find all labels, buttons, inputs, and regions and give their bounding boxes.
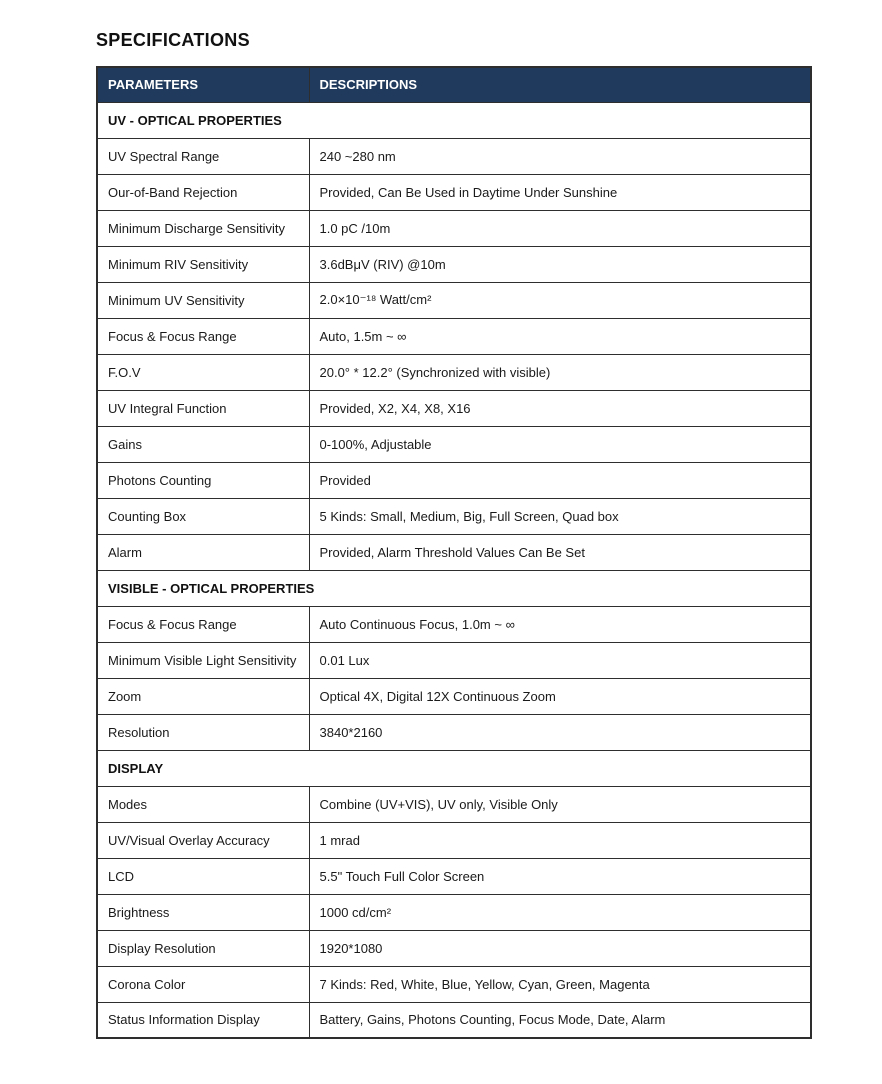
parameter-cell: F.O.V xyxy=(97,354,309,390)
description-cell: Auto Continuous Focus, 1.0m ~ ∞ xyxy=(309,606,811,642)
section-row xyxy=(97,102,811,138)
table-row xyxy=(97,246,811,282)
table-row xyxy=(97,714,811,750)
table-row xyxy=(97,606,811,642)
parameter-cell: Corona Color xyxy=(97,966,309,1002)
table-row xyxy=(97,138,811,174)
description-cell: 5.5" Touch Full Color Screen xyxy=(309,858,811,894)
description-cell: 7 Kinds: Red, White, Blue, Yellow, Cyan, Green, Magenta xyxy=(309,966,811,1002)
table-row xyxy=(97,786,811,822)
description-cell: 2.0×10⁻¹⁸ Watt/cm² xyxy=(309,282,811,318)
parameter-cell: Resolution xyxy=(97,714,309,750)
parameter-cell: UV Integral Function xyxy=(97,390,309,426)
description-cell: 0-100%, Adjustable xyxy=(309,426,811,462)
description-cell: 1920*1080 xyxy=(309,930,811,966)
parameter-cell: Our-of-Band Rejection xyxy=(97,174,309,210)
parameter-cell: Photons Counting xyxy=(97,462,309,498)
specifications-table xyxy=(96,66,812,1039)
description-cell: Optical 4X, Digital 12X Continuous Zoom xyxy=(309,678,811,714)
description-cell: 3.6dBμV (RIV) @10m xyxy=(309,246,811,282)
table-row xyxy=(97,498,811,534)
parameter-cell: Minimum RIV Sensitivity xyxy=(97,246,309,282)
description-cell: Battery, Gains, Photons Counting, Focus Mode, Date, Alarm xyxy=(309,1002,811,1038)
table-row xyxy=(97,678,811,714)
description-cell: 1 mrad xyxy=(309,822,811,858)
section-row xyxy=(97,570,811,606)
description-cell: 1.0 pC /10m xyxy=(309,210,811,246)
description-cell: Provided xyxy=(309,462,811,498)
parameter-cell: Minimum UV Sensitivity xyxy=(97,282,309,318)
parameter-cell: UV Spectral Range xyxy=(97,138,309,174)
table-row xyxy=(97,642,811,678)
parameter-cell: Minimum Discharge Sensitivity xyxy=(97,210,309,246)
parameter-cell: Focus & Focus Range xyxy=(97,318,309,354)
table-row xyxy=(97,462,811,498)
description-cell: Combine (UV+VIS), UV only, Visible Only xyxy=(309,786,811,822)
table-row xyxy=(97,354,811,390)
parameter-cell: Alarm xyxy=(97,534,309,570)
parameter-cell: Focus & Focus Range xyxy=(97,606,309,642)
table-row xyxy=(97,858,811,894)
column-header-descriptions: DESCRIPTIONS xyxy=(309,67,811,102)
parameter-cell: Brightness xyxy=(97,894,309,930)
section-label: DISPLAY xyxy=(97,750,811,786)
page-title: SPECIFICATIONS xyxy=(96,30,250,50)
table-row xyxy=(97,822,811,858)
parameter-cell: UV/Visual Overlay Accuracy xyxy=(97,822,309,858)
description-cell: 1000 cd/cm² xyxy=(309,894,811,930)
description-cell: 240 ~280 nm xyxy=(309,138,811,174)
parameter-cell: Display Resolution xyxy=(97,930,309,966)
description-cell: 20.0° * 12.2° (Synchronized with visible) xyxy=(309,354,811,390)
table-row xyxy=(97,894,811,930)
parameter-cell: Counting Box xyxy=(97,498,309,534)
section-row xyxy=(97,750,811,786)
table-row xyxy=(97,930,811,966)
description-cell: 5 Kinds: Small, Medium, Big, Full Screen, Quad box xyxy=(309,498,811,534)
table-row xyxy=(97,390,811,426)
description-cell: Provided, Alarm Threshold Values Can Be Set xyxy=(309,534,811,570)
section-label: VISIBLE - OPTICAL PROPERTIES xyxy=(97,570,811,606)
spec-table-body xyxy=(97,102,811,1038)
column-header-parameters: PARAMETERS xyxy=(97,67,309,102)
description-cell: Auto, 1.5m ~ ∞ xyxy=(309,318,811,354)
parameter-cell: LCD xyxy=(97,858,309,894)
table-row xyxy=(97,426,811,462)
description-cell: Provided, Can Be Used in Daytime Under Sunshine xyxy=(309,174,811,210)
table-row xyxy=(97,318,811,354)
table-row xyxy=(97,210,811,246)
table-row xyxy=(97,1002,811,1038)
table-row xyxy=(97,534,811,570)
parameter-cell: Minimum Visible Light Sensitivity xyxy=(97,642,309,678)
description-cell: 0.01 Lux xyxy=(309,642,811,678)
parameter-cell: Zoom xyxy=(97,678,309,714)
table-row xyxy=(97,174,811,210)
parameter-cell: Status Information Display xyxy=(97,1002,309,1038)
table-row xyxy=(97,966,811,1002)
table-row xyxy=(97,282,811,318)
parameter-cell: Modes xyxy=(97,786,309,822)
table-header-row xyxy=(97,67,811,102)
parameter-cell: Gains xyxy=(97,426,309,462)
section-label: UV - OPTICAL PROPERTIES xyxy=(97,102,811,138)
description-cell: Provided, X2, X4, X8, X16 xyxy=(309,390,811,426)
description-cell: 3840*2160 xyxy=(309,714,811,750)
